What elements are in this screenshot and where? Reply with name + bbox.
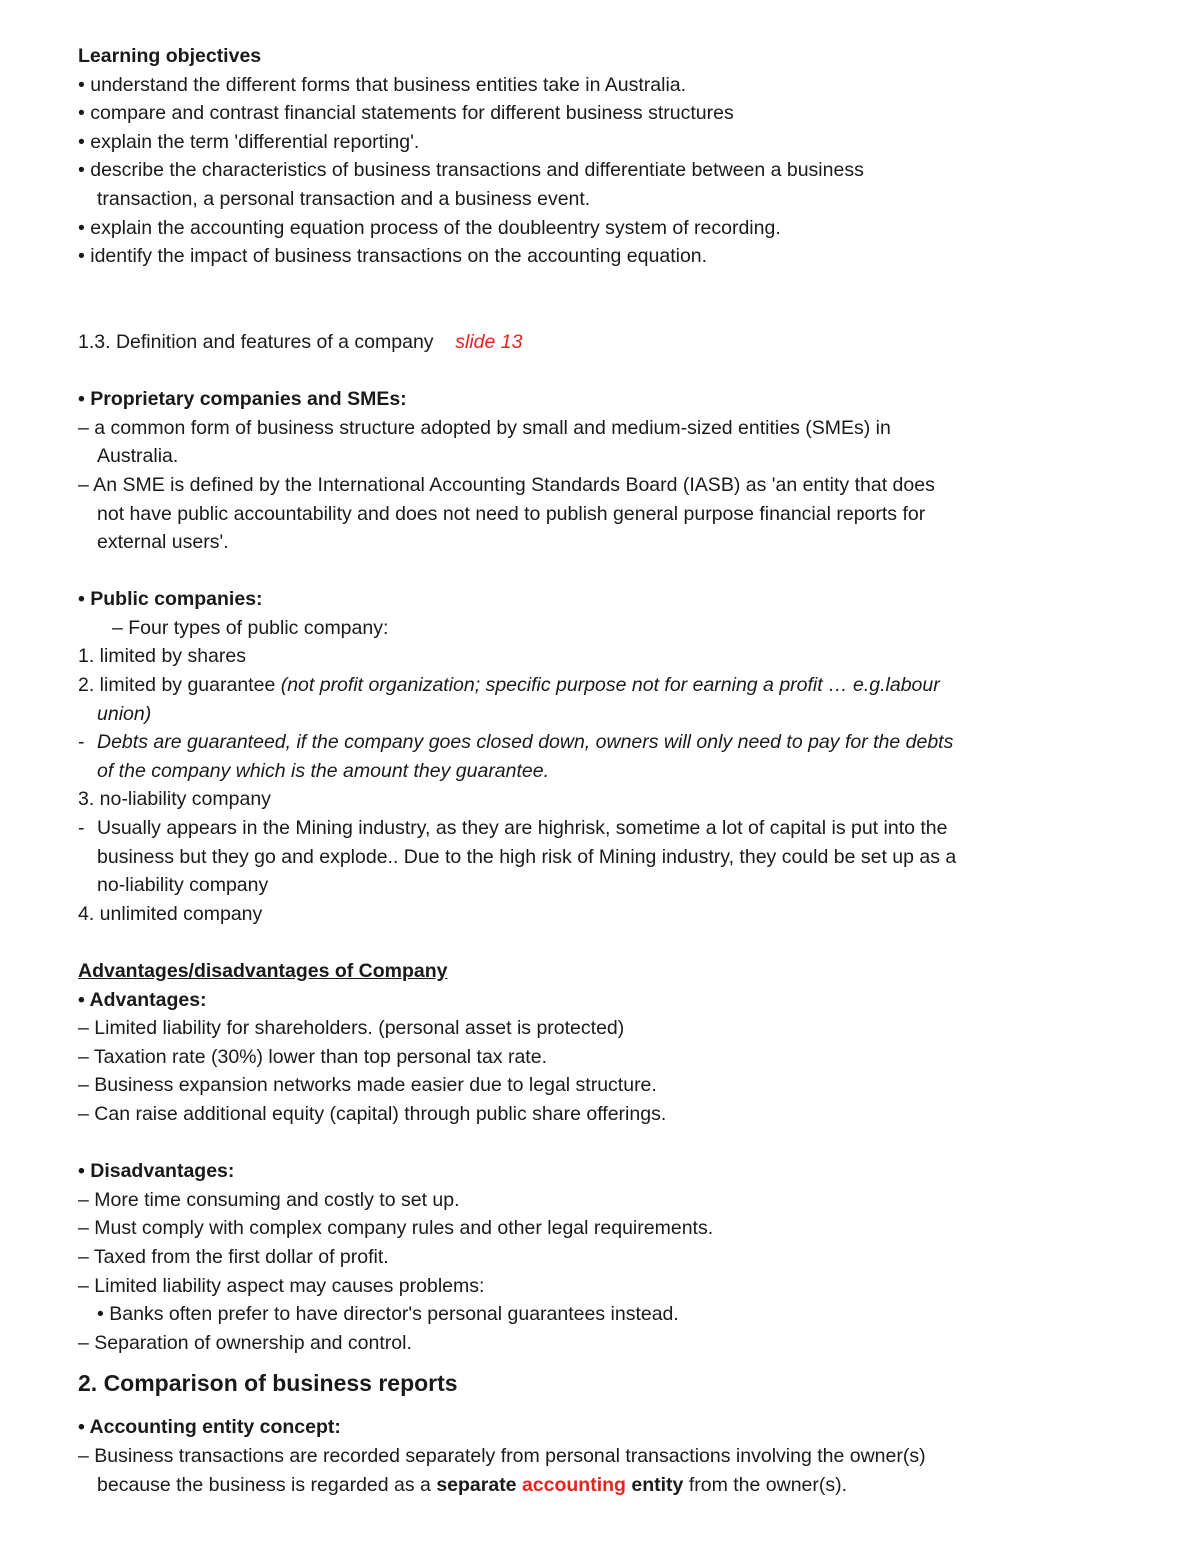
accounting-entity-line: – Business transactions are recorded separately from personal transactions involving the owner(s) [78,1444,926,1467]
objective-item: • identify the impact of business transactions on the accounting equation. [78,245,708,268]
public-intro: – Four types of public company: [112,616,389,639]
proprietary-line: – a common form of business structure adopted by small and medium-sized entities (SMEs) in [78,416,891,439]
type-2-label: 2. limited by guarantee [78,674,281,697]
dash-marker: - [78,731,85,754]
objective-item: • compare and contrast financial statements for different business structures [78,102,734,125]
type-2-note: (not profit organization; specific purpose not for earning a profit … e.g.labour [280,674,940,697]
advantages-heading: • Advantages: [78,988,207,1011]
dash-marker: - [78,817,85,840]
entity-separate: separate [436,1473,517,1496]
objective-item: • describe the characteristics of business transactions and differentiate between a business [78,159,864,182]
public-type-4: 4. unlimited company [78,902,263,925]
advantage-item: – Taxation rate (30%) lower than top personal tax rate. [78,1045,547,1068]
entity-word: entity [631,1473,684,1496]
proprietary-line: Australia. [97,445,179,468]
type-3-continuation: business but they go and explode.. Due to the high risk of Mining industry, they could be set up as a [97,845,957,868]
section-title-text: 1.3. Definition and features of a company [78,330,434,353]
proprietary-line: not have public accountability and does not need to publish general purpose financial reports for [97,502,926,525]
objective-item-continuation: transaction, a personal transaction and a business event. [97,187,591,210]
type-2-debts [78,728,1138,757]
type-3-text: Usually appears in the Mining industry, as they are highrisk, sometime a lot of capital is put into the [97,817,948,840]
accounting-entity-line [78,1471,1138,1500]
type-2-debts-text: Debts are guaranteed, if the company goes closed down, owners will only need to pay for the debts [97,731,954,754]
type-3-continuation: no-liability company [97,874,269,897]
disadvantage-item: – Limited liability aspect may causes problems: [78,1274,485,1297]
advantage-item: – Limited liability for shareholders. (personal asset is protected) [78,1017,625,1040]
learning-objectives-heading: Learning objectives [78,45,262,67]
proprietary-line: – An SME is defined by the International Accounting Standards Board (IASB) as 'an entity that does [78,473,935,496]
advantage-item: – Can raise additional equity (capital) through public share offerings. [78,1102,667,1125]
document-page [78,42,1138,1499]
objective-item: • understand the different forms that business entities take in Australia. [78,73,687,96]
disadvantage-item: – More time consuming and costly to set up. [78,1188,460,1211]
accounting-entity-heading: • Accounting entity concept: [78,1416,341,1439]
proprietary-heading: • Proprietary companies and SMEs: [78,388,407,411]
disadvantage-subitem: • Banks often prefer to have director's personal guarantees instead. [97,1303,679,1326]
disadvantage-item: – Must comply with complex company rules and other legal requirements. [78,1217,714,1240]
objective-item: • explain the accounting equation process of the doubleentry system of recording. [78,216,781,239]
disadvantage-item: – Taxed from the first dollar of profit. [78,1245,389,1268]
entity-text-end: from the owner(s). [683,1473,848,1496]
adv-disadv-heading: Advantages/disadvantages of Company [78,960,448,982]
slide-reference: slide 13 [455,330,523,353]
objective-item: • explain the term 'differential reporting'. [78,130,420,153]
public-type-1: 1. limited by shares [78,645,246,668]
entity-accounting: accounting [521,1473,626,1496]
type-2-note-continuation: union) [97,702,152,725]
proprietary-line: external users'. [97,531,229,554]
entity-text: because the business is regarded as a [97,1473,437,1496]
disadvantage-item: – Separation of ownership and control. [78,1331,412,1354]
type-3-explanation [78,814,1138,843]
type-2-debts-continuation: of the company which is the amount they guarantee. [97,759,550,782]
section-2-title: 2. Comparison of business reports [78,1370,458,1397]
section-1-3-title [78,328,1138,357]
disadvantages-heading: • Disadvantages: [78,1160,235,1183]
advantage-item: – Business expansion networks made easier due to legal structure. [78,1074,657,1097]
public-type-2 [78,671,1138,700]
public-companies-heading: • Public companies: [78,588,263,611]
public-type-3: 3. no-liability company [78,788,271,811]
